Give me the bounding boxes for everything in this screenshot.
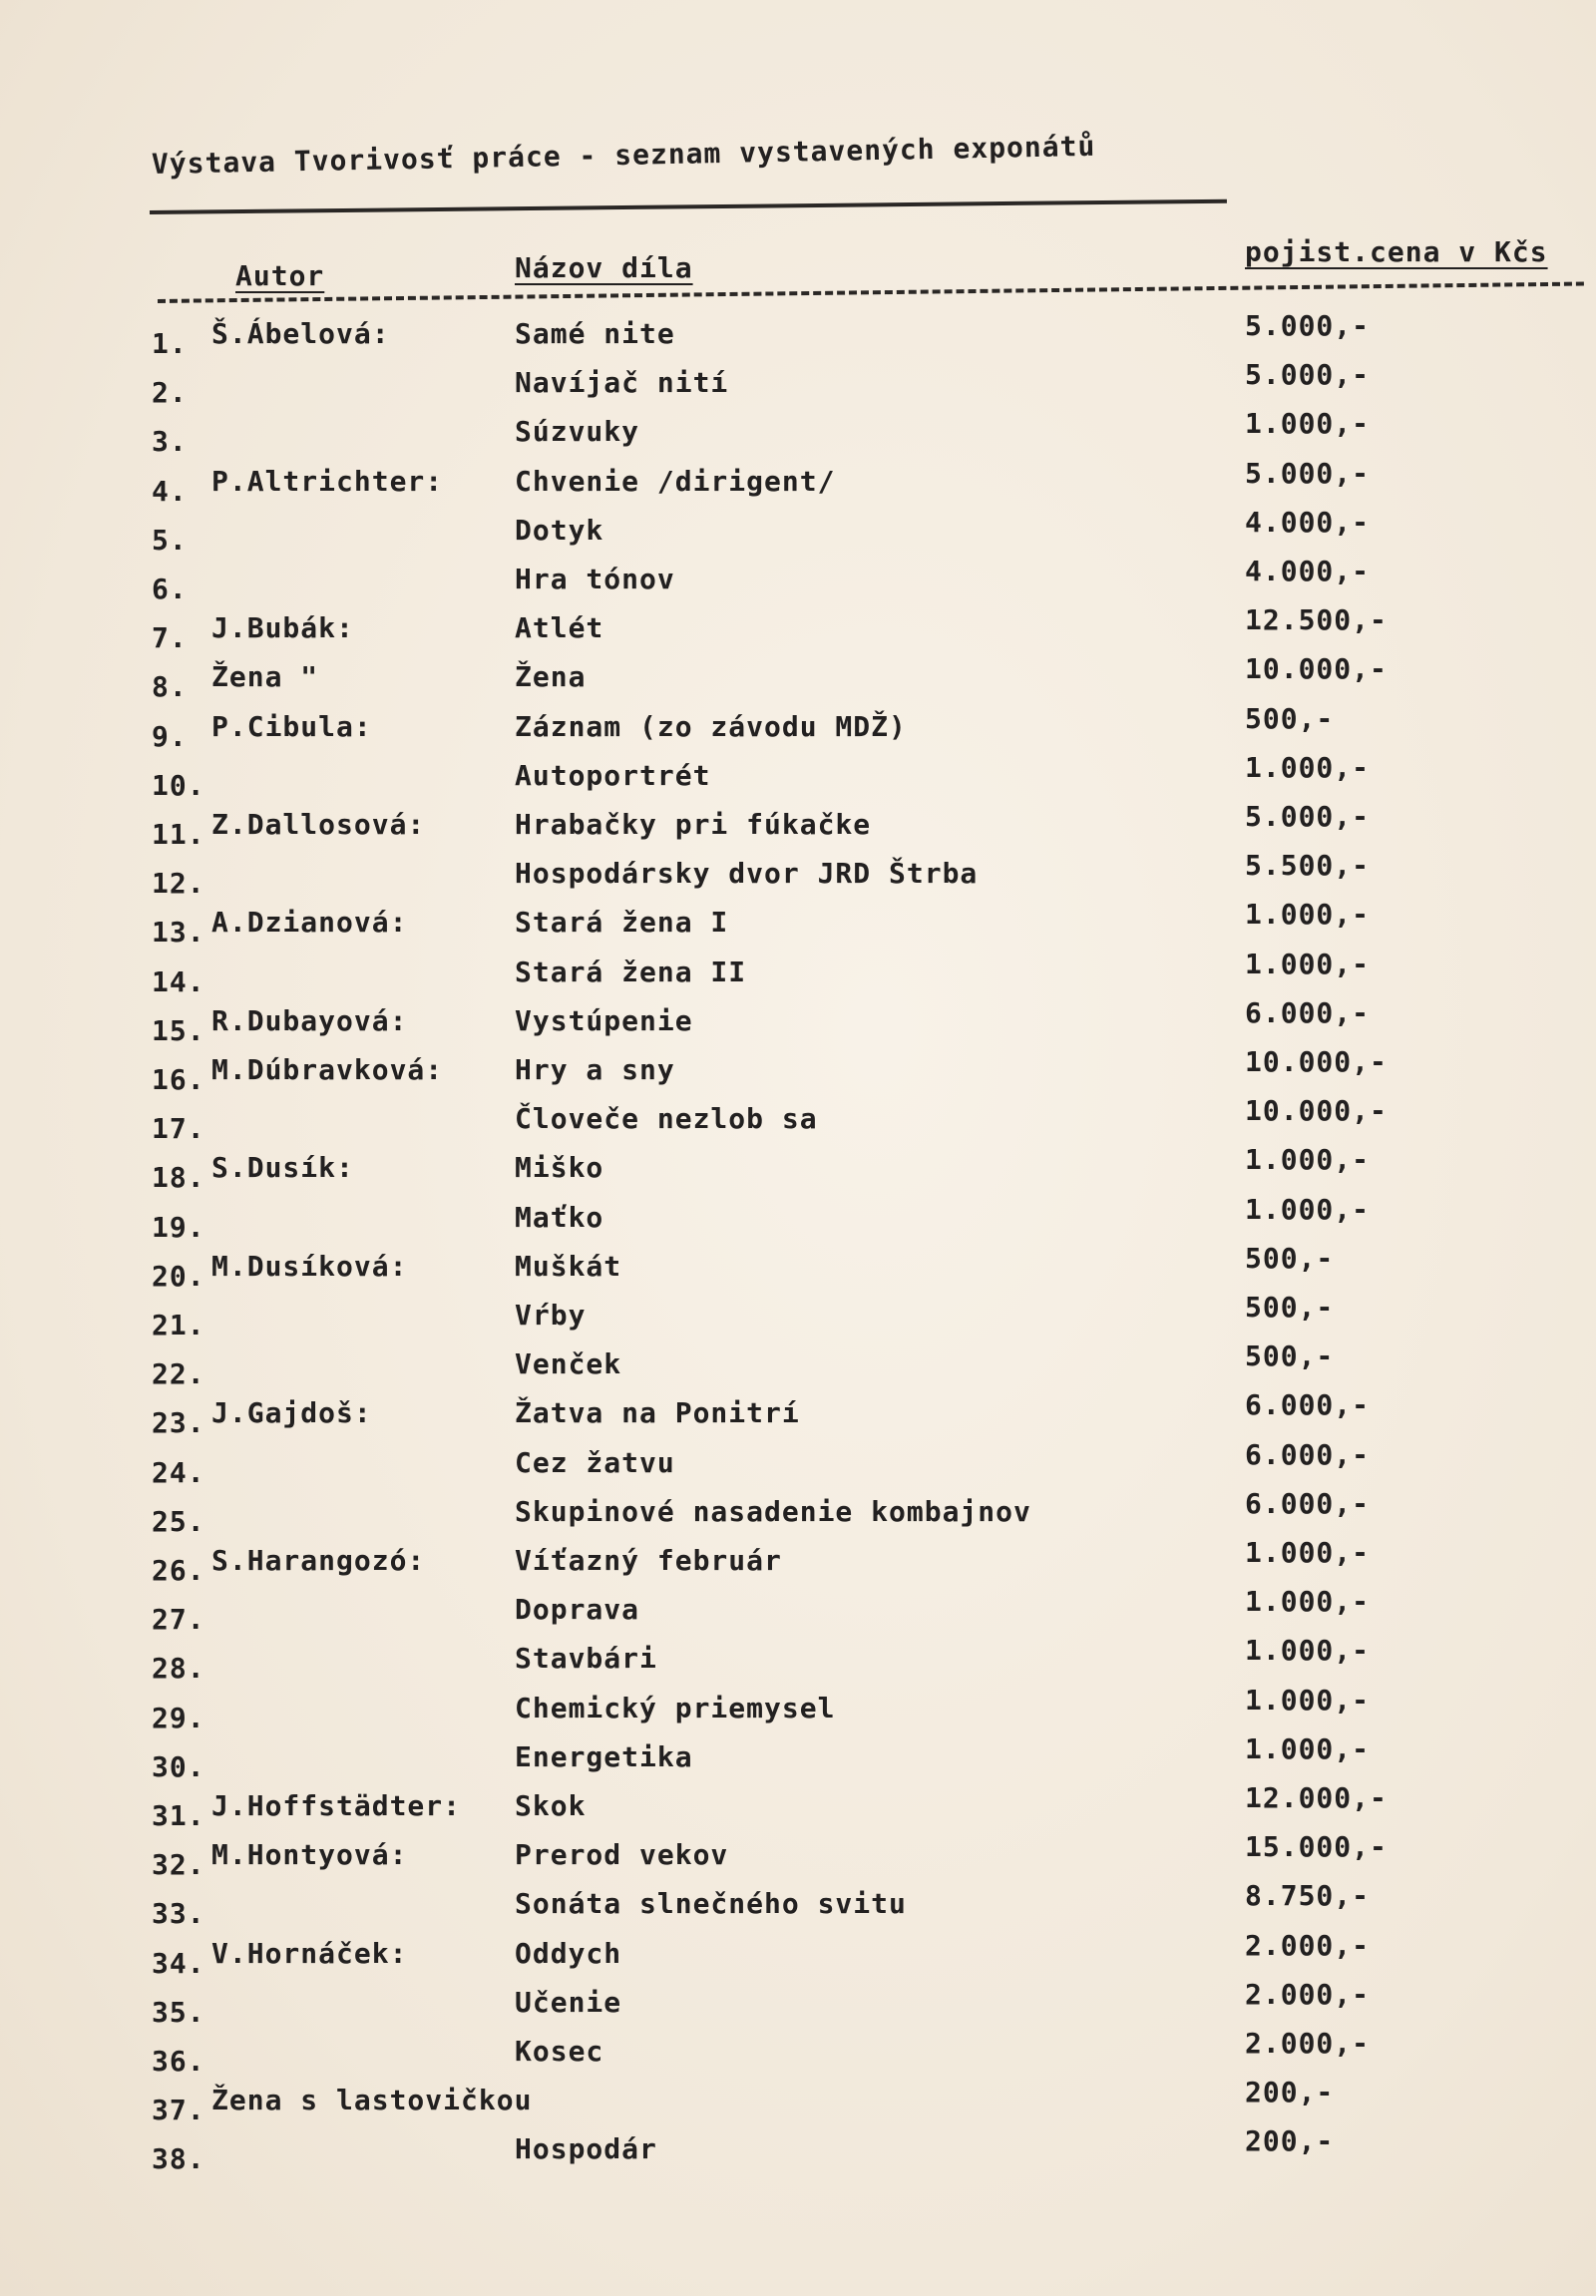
row-price: 500,- (1245, 1339, 1335, 1373)
row-price: 6.000,- (1245, 1437, 1371, 1471)
row-num: 15. (152, 1013, 205, 1047)
row-price: 2.000,- (1245, 2027, 1371, 2060)
row-author: J.Hoffstädter: (211, 1789, 462, 1822)
table-row (0, 2124, 1596, 2180)
row-work: Stará žena II (515, 955, 747, 988)
row-num: 6. (152, 573, 188, 605)
row-author: S.Dusík: (211, 1151, 354, 1185)
row-price: 200,- (1245, 2124, 1335, 2158)
row-num: 10. (152, 768, 205, 802)
row-num: 20. (152, 1259, 205, 1293)
row-num: 11. (152, 818, 205, 851)
row-work: Súzvuky (515, 415, 640, 449)
row-num: 23. (152, 1406, 205, 1440)
row-work: Človeče nezlob sa (515, 1102, 818, 1136)
row-num: 4. (152, 474, 188, 508)
row-work: Hrabačky pri fúkačke (515, 808, 872, 841)
row-author: J.Gajdoš: (211, 1396, 372, 1430)
row-work: Sonáta slnečného svitu (515, 1887, 907, 1921)
row-price: 1.000,- (1245, 1634, 1371, 1668)
row-price: 5.000,- (1245, 309, 1371, 342)
row-price: 5.000,- (1245, 800, 1371, 833)
row-num: 37. (152, 2094, 205, 2127)
row-num: 16. (152, 1063, 205, 1096)
row-work: Autoportrét (515, 758, 711, 792)
row-author: Š.Ábelová: (211, 317, 390, 350)
row-work: Chvenie /dirigent/ (515, 464, 836, 498)
row-work: Učenie (515, 1985, 622, 2019)
row-num: 27. (152, 1603, 205, 1637)
row-work: Hospodársky dvor JRD Štrba (515, 857, 979, 891)
row-price: 5.500,- (1245, 849, 1371, 883)
row-num: 31. (152, 1799, 205, 1832)
row-num: 14. (152, 964, 205, 998)
row-price: 6.000,- (1245, 995, 1371, 1029)
row-price: 6.000,- (1245, 1388, 1371, 1422)
row-author: M.Hontyová: (211, 1838, 408, 1872)
row-price: 500,- (1245, 1291, 1335, 1324)
row-num: 30. (152, 1749, 205, 1783)
row-work: Prerod vekov (515, 1838, 729, 1872)
row-work: Stará žena I (515, 906, 729, 940)
row-num: 32. (152, 1848, 205, 1882)
row-work: Skok (515, 1789, 587, 1822)
row-work: Miško (515, 1151, 604, 1185)
row-num: 38. (152, 2142, 205, 2176)
header-work (515, 251, 693, 284)
row-price: 1.000,- (1245, 1585, 1371, 1619)
row-num: 33. (152, 1897, 205, 1931)
header-work-label: Názov díla (515, 251, 693, 284)
row-author: S.Harangozó: (211, 1544, 426, 1577)
row-price: 2.000,- (1245, 1928, 1371, 1962)
row-work: Hospodár (515, 2132, 657, 2166)
row-author: R.Dubayová: (211, 1003, 408, 1037)
row-work: Muškát (515, 1249, 622, 1283)
row-num: 35. (152, 1995, 205, 2029)
row-price: 1.000,- (1245, 1731, 1371, 1765)
row-author: V.Hornáček: (211, 1936, 408, 1970)
row-price: 500,- (1245, 1241, 1335, 1275)
row-author: A.Dzianová: (211, 906, 408, 940)
row-work: Maťko (515, 1200, 604, 1234)
row-num: 17. (152, 1112, 205, 1146)
row-num: 19. (152, 1210, 205, 1244)
row-price: 8.750,- (1245, 1879, 1371, 1913)
row-author: M.Dúbravková: (211, 1053, 444, 1086)
row-work: Doprava (515, 1593, 640, 1627)
header-price-label: pojist.cena v Kčs (1245, 235, 1548, 268)
row-price: 10.000,- (1245, 1045, 1388, 1078)
row-price: 4.000,- (1245, 555, 1371, 587)
row-work: Hra tónov (515, 563, 675, 595)
row-price: 500,- (1245, 701, 1335, 735)
row-num: 18. (152, 1161, 205, 1195)
row-work: Energetika (515, 1739, 693, 1773)
row-work: Hry a sny (515, 1053, 675, 1086)
title-underline (150, 199, 1227, 214)
row-num: 9. (152, 719, 188, 753)
row-num: 29. (152, 1701, 205, 1734)
row-price: 10.000,- (1245, 1094, 1388, 1128)
row-num: 1. (152, 327, 188, 360)
row-price: 1.000,- (1245, 1536, 1371, 1569)
row-work: Vystúpenie (515, 1003, 693, 1037)
row-num: 7. (152, 621, 188, 655)
row-price: 15.000,- (1245, 1830, 1388, 1864)
row-num: 36. (152, 2045, 205, 2078)
header-price (1245, 235, 1548, 268)
table-row (0, 2076, 1596, 2131)
row-price: 4.000,- (1245, 505, 1371, 539)
row-price: 1.000,- (1245, 407, 1371, 441)
row-num: 8. (152, 670, 188, 704)
row-work: Stavbári (515, 1642, 657, 1676)
row-num: 28. (152, 1652, 205, 1686)
header-author (235, 259, 324, 292)
row-work: Záznam (zo závodu MDŽ) (515, 709, 907, 743)
row-author: P.Cibula: (211, 709, 372, 743)
row-price: 1.000,- (1245, 898, 1371, 932)
row-price: 1.000,- (1245, 1683, 1371, 1717)
table-row (0, 1291, 1596, 1346)
row-work: Vŕby (515, 1299, 587, 1332)
row-num: 24. (152, 1455, 205, 1489)
row-work: Dotyk (515, 513, 604, 547)
row-price: 2.000,- (1245, 1977, 1371, 2011)
row-author: M.Dusíková: (211, 1249, 408, 1283)
row-author: J.Bubák: (211, 611, 354, 645)
row-author: Žena s lastovičkou (211, 2084, 533, 2117)
table-row (0, 2027, 1596, 2083)
header-author-label: Autor (235, 259, 325, 292)
row-author: Žena " (211, 660, 319, 694)
header-dashed-rule (158, 282, 1584, 303)
document-title: Výstava Tvorivosť práce - seznam vystavených exponátů (151, 129, 1096, 181)
row-price: 10.000,- (1245, 652, 1388, 686)
row-num: 34. (152, 1946, 205, 1980)
row-work: Cez žatvu (515, 1445, 675, 1479)
row-work: Chemický priemysel (515, 1691, 836, 1724)
row-num: 22. (152, 1357, 205, 1391)
row-price: 12.500,- (1245, 603, 1388, 637)
row-price: 200,- (1245, 2076, 1335, 2109)
row-num: 2. (152, 376, 188, 410)
row-author: Z.Dallosová: (211, 808, 426, 841)
row-num: 21. (152, 1309, 205, 1341)
row-work: Venček (515, 1347, 622, 1381)
row-price: 5.000,- (1245, 456, 1371, 490)
row-price: 1.000,- (1245, 1192, 1371, 1226)
row-work: Atlét (515, 611, 604, 645)
row-num: 13. (152, 916, 205, 950)
row-work: Žena (515, 660, 587, 694)
row-work: Navíjač nití (515, 366, 729, 400)
table-row (0, 1192, 1596, 1249)
row-price: 1.000,- (1245, 947, 1371, 980)
row-price: 1.000,- (1245, 750, 1371, 784)
row-work: Víťazný február (515, 1544, 782, 1577)
row-work: Oddych (515, 1936, 622, 1970)
row-price: 1.000,- (1245, 1143, 1371, 1177)
table-row (0, 1241, 1596, 1298)
row-num: 3. (152, 425, 188, 459)
row-work: Skupinové nasadenie kombajnov (515, 1494, 1031, 1528)
row-work: Kosec (515, 2035, 604, 2068)
row-num: 25. (152, 1504, 205, 1538)
row-price: 12.000,- (1245, 1781, 1388, 1814)
table-row (0, 652, 1596, 708)
row-author: P.Altrichter: (211, 464, 444, 498)
row-price: 5.000,- (1245, 358, 1371, 392)
row-num: 5. (152, 523, 188, 557)
row-num: 26. (152, 1554, 205, 1587)
row-price: 6.000,- (1245, 1486, 1371, 1520)
row-work: Žatva na Ponitrí (515, 1396, 800, 1430)
row-work: Samé nite (515, 317, 675, 350)
row-num: 12. (152, 867, 205, 901)
